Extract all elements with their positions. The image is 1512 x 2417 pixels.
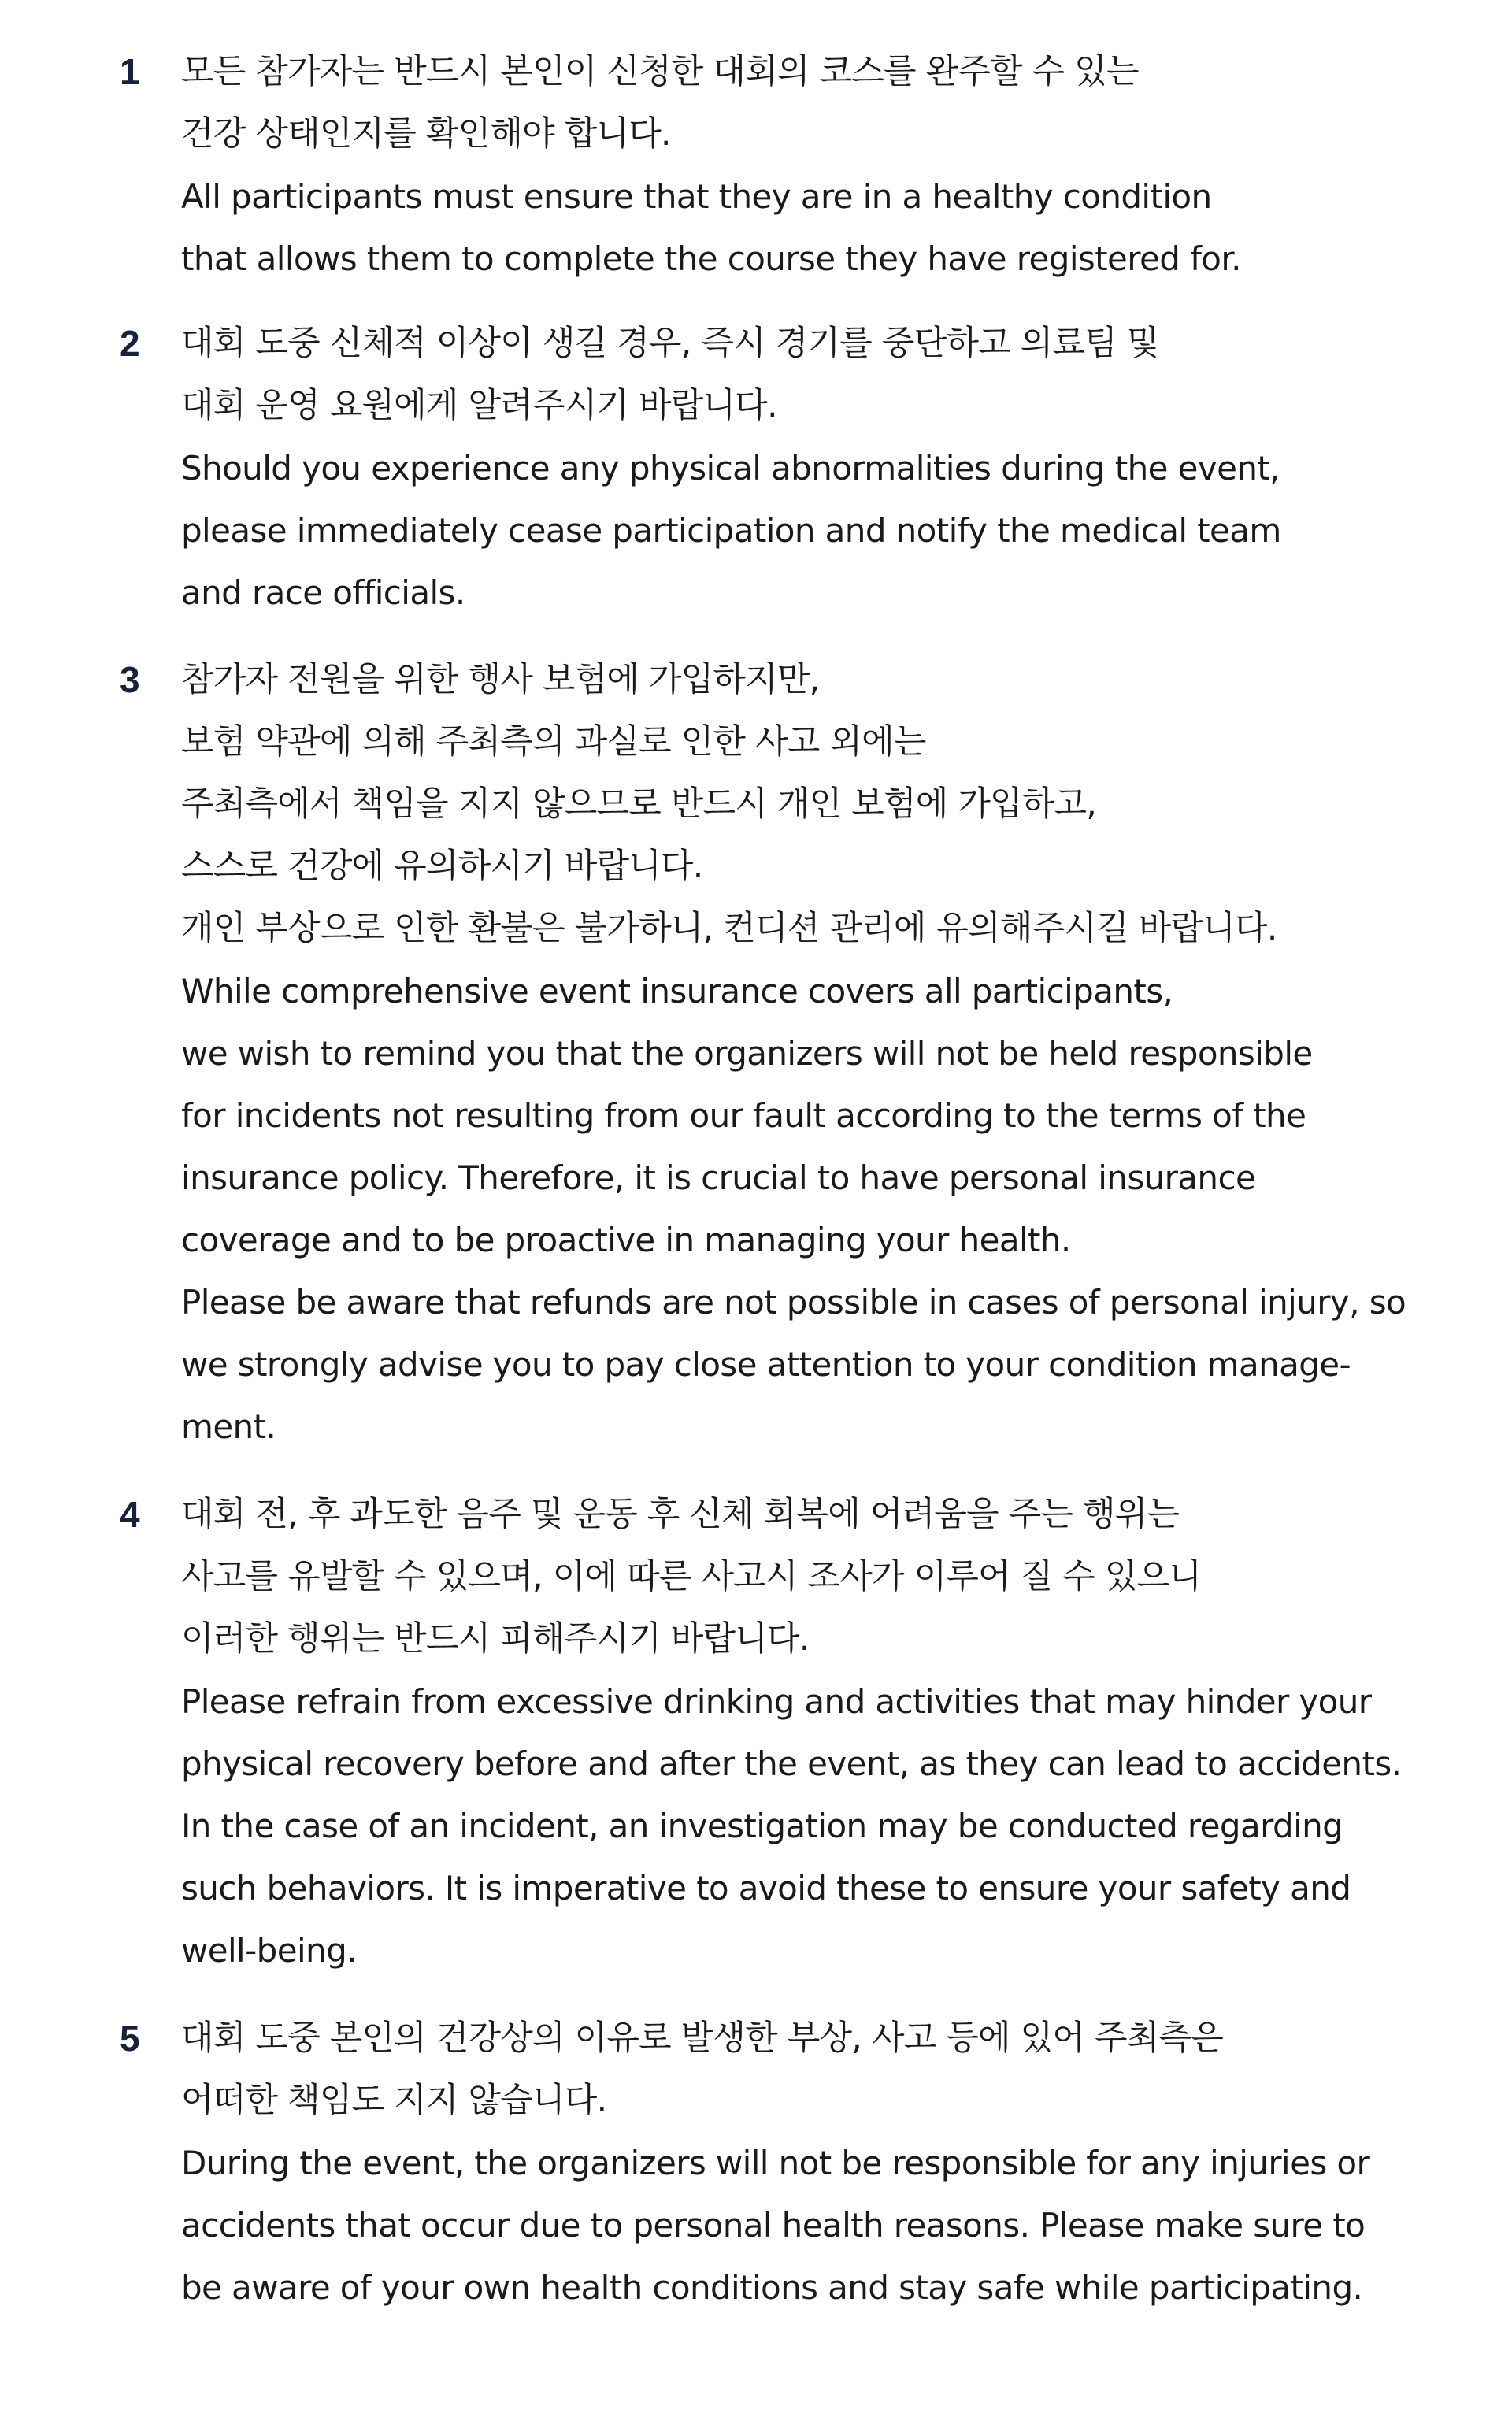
- item-text-line: well-being.: [181, 1931, 357, 1970]
- item-text-line: All participants must ensure that they are in a healthy condition: [181, 177, 1212, 216]
- item-number: 2: [120, 323, 140, 364]
- item-body: [181, 41, 1488, 290]
- item-text-line: please immediately cease participation and notify the medical team: [181, 511, 1281, 550]
- item-text-line: such behaviors. It is imperative to avoid these to ensure your safety and: [181, 1869, 1351, 1907]
- item-body: [181, 649, 1488, 1458]
- item-text-line: 대회 도중 신체적 이상이 생길 경우, 즉시 경기를 중단하고 의료팀 및: [181, 324, 1159, 363]
- item-text-line: 대회 전, 후 과도한 음주 및 운동 후 신체 회복에 어려움을 주는 행위는: [181, 1495, 1180, 1534]
- item-text-line: and race officials.: [181, 573, 465, 612]
- item-text-line: Please refrain from excessive drinking and activities that may hinder your: [181, 1682, 1372, 1721]
- item-number: 1: [120, 51, 140, 92]
- item-number: 5: [120, 2018, 140, 2059]
- item-text-line: 건강 상태인지를 확인해야 합니다.: [181, 114, 671, 154]
- item-text-line: Should you experience any physical abnormalities during the event,: [181, 449, 1280, 487]
- item-text-line: for incidents not resulting from our fault according to the terms of the: [181, 1096, 1306, 1135]
- item-number: 3: [120, 659, 140, 700]
- item-text-line: 대회 도중 본인의 건강상의 이유로 발생한 부상, 사고 등에 있어 주최측은: [181, 2018, 1223, 2058]
- item-text-line: 보험 약관에 의해 주최측의 과실로 인한 사고 외에는: [181, 722, 926, 762]
- item-text-line: coverage and to be proactive in managing your health.: [181, 1221, 1071, 1259]
- item-text-line: 참가자 전원을 위한 행사 보험에 가입하지만,: [181, 660, 820, 699]
- item-text-line: we wish to remind you that the organizers will not be held responsible: [181, 1034, 1313, 1073]
- item-text-line: 개인 부상으로 인한 환불은 불가하니, 컨디션 관리에 유의해주시길 바랍니다.: [181, 909, 1277, 948]
- item-text-line: accidents that occur due to personal health reasons. Please make sure to: [181, 2206, 1366, 2245]
- item-text-line: 사고를 유발할 수 있으며, 이에 따른 사고시 조사가 이루어 질 수 있으니: [181, 1557, 1202, 1596]
- item-text-line: insurance policy. Therefore, it is crucial to have personal insurance: [181, 1158, 1256, 1197]
- item-text-line: 주최측에서 책임을 지지 않으므로 반드시 개인 보험에 가입하고,: [181, 784, 1097, 824]
- item-text-line: 대회 운영 요원에게 알려주시기 바랍니다.: [181, 386, 777, 425]
- item-text-line: 모든 참가자는 반드시 본인이 신청한 대회의 코스를 완주할 수 있는: [181, 52, 1139, 91]
- item-text-line: physical recovery before and after the event, as they can lead to accidents.: [181, 1744, 1402, 1783]
- item-text-line: Please be aware that refunds are not possible in cases of personal injury, so: [181, 1283, 1406, 1322]
- item-number: 4: [120, 1494, 140, 1535]
- item-text-line: ment.: [181, 1407, 276, 1446]
- item-body: [181, 2007, 1488, 2319]
- item-text-line: In the case of an incident, an investigation may be conducted regarding: [181, 1807, 1343, 1845]
- item-text-line: 어떠한 책임도 지지 않습니다.: [181, 2081, 607, 2120]
- item-text-line: that allows them to complete the course they have registered for.: [181, 239, 1241, 278]
- item-text-line: While comprehensive event insurance covers all participants,: [181, 972, 1173, 1010]
- item-text-line: 이러한 행위는 반드시 피해주시기 바랍니다.: [181, 1619, 810, 1659]
- item-text-line: During the event, the organizers will not be responsible for any injuries or: [181, 2144, 1370, 2182]
- item-body: [181, 313, 1488, 624]
- item-text-line: 스스로 건강에 유의하시기 바랍니다.: [181, 847, 703, 886]
- item-text-line: be aware of your own health conditions and stay safe while participating.: [181, 2268, 1363, 2307]
- item-body: [181, 1484, 1488, 1981]
- item-text-line: we strongly advise you to pay close attention to your condition manage-: [181, 1345, 1351, 1384]
